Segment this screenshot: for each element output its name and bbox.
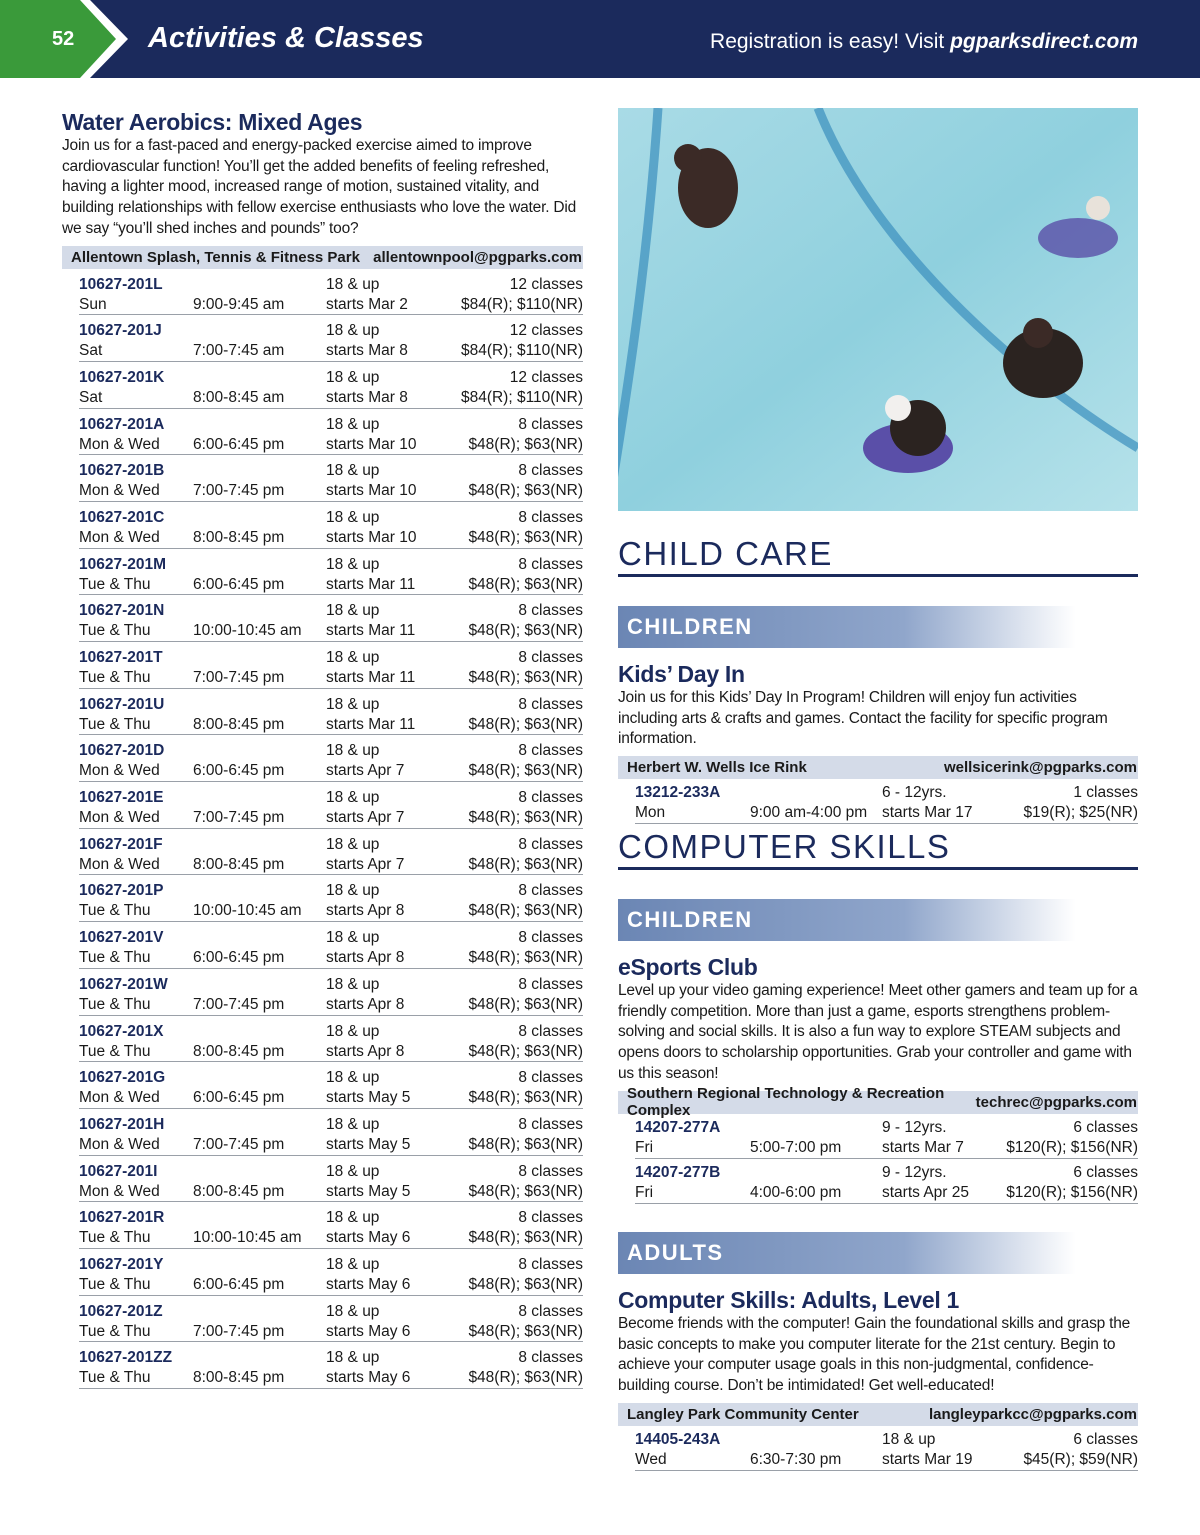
location-bar (618, 1403, 1138, 1426)
start-date: starts Mar 17 (882, 804, 973, 822)
class-code: 10627-201I (79, 1162, 158, 1180)
class-fee: $84(R); $110(NR) (460, 342, 583, 360)
table-row (79, 1202, 583, 1249)
class-fee: $84(R); $110(NR) (460, 388, 583, 406)
class-days: Mon & Wed (79, 855, 160, 873)
age-range: 18 & up (326, 695, 380, 713)
page-number: 52 (52, 28, 75, 50)
class-fee: $120(R); $156(NR) (1006, 1138, 1138, 1156)
class-fee: $48(R); $63(NR) (468, 902, 583, 920)
class-code: 10627-201J (79, 322, 162, 340)
start-date: starts Apr 8 (326, 995, 405, 1013)
start-date: starts Mar 11 (326, 575, 416, 593)
computer-skills-title: COMPUTER SKILLS (618, 829, 1138, 870)
class-days: Tue & Thu (79, 1229, 151, 1247)
table-row (79, 782, 583, 829)
class-fee: $48(R); $63(NR) (468, 1182, 583, 1200)
class-time: 9:00 am-4:00 pm (750, 804, 868, 822)
class-time: 8:00-8:45 pm (193, 855, 285, 873)
class-schedule-table (635, 1114, 1138, 1204)
class-days: Mon & Wed (79, 482, 160, 500)
class-time: 7:00-7:45 pm (193, 669, 285, 687)
class-code: 10627-201B (79, 462, 165, 480)
class-fee: $48(R); $63(NR) (468, 622, 583, 640)
table-row (79, 1156, 583, 1203)
age-range: 18 & up (326, 415, 380, 433)
start-date: starts May 5 (326, 1089, 411, 1107)
class-code: 10627-201K (79, 368, 165, 386)
class-time: 8:00-8:45 pm (193, 528, 285, 546)
class-count: 8 classes (518, 462, 583, 480)
start-date: starts Mar 19 (882, 1450, 973, 1468)
class-count: 8 classes (518, 1115, 583, 1133)
class-fee: $48(R); $63(NR) (468, 1089, 583, 1107)
age-range: 18 & up (326, 275, 380, 293)
class-count: 12 classes (509, 275, 583, 293)
location-bar (62, 246, 583, 269)
class-count: 8 classes (518, 695, 583, 713)
age-range: 18 & up (326, 975, 380, 993)
class-code: 10627-201W (79, 975, 168, 993)
start-date: starts May 6 (326, 1229, 411, 1247)
adults-band: ADULTS (618, 1232, 1138, 1274)
class-time: 7:00-7:45 pm (193, 1322, 285, 1340)
age-range: 18 & up (326, 368, 380, 386)
child-care-title: CHILD CARE (618, 536, 1138, 577)
class-code: 10627-201T (79, 649, 163, 667)
start-date: starts Apr 25 (882, 1183, 970, 1201)
class-days: Mon & Wed (79, 809, 160, 827)
class-count: 8 classes (518, 555, 583, 573)
table-row (635, 779, 1138, 824)
program-title: Water Aerobics: Mixed Ages (62, 109, 363, 135)
table-row (79, 1109, 583, 1156)
program-description: Join us for this Kids’ Day In Program! Children will enjoy fun activities including arts & crafts and games. Contact the facility for specific program information. (618, 689, 1108, 748)
location-email[interactable]: wellsicerink@pgparks.com (943, 759, 1137, 777)
class-time: 6:00-6:45 pm (193, 435, 285, 453)
start-date: starts May 6 (326, 1369, 411, 1387)
class-fee: $48(R); $63(NR) (468, 1042, 583, 1060)
table-row (79, 1062, 583, 1109)
children-band: CHILDREN (618, 606, 1138, 648)
class-days: Mon (635, 804, 666, 822)
age-range: 18 & up (326, 882, 380, 900)
class-days: Tue & Thu (79, 575, 151, 593)
page-header (0, 0, 1200, 78)
class-count: 8 classes (518, 1349, 583, 1367)
age-range: 18 & up (326, 835, 380, 853)
age-range: 18 & up (326, 602, 380, 620)
class-code: 10627-201M (79, 555, 167, 573)
class-code: 10627-201ZZ (79, 1349, 173, 1367)
class-days: Mon & Wed (79, 1182, 160, 1200)
class-code: 10627-201C (79, 508, 165, 526)
class-fee: $48(R); $63(NR) (468, 1275, 583, 1293)
right-column (618, 108, 1138, 1468)
class-code: 10627-201U (79, 695, 165, 713)
class-time: 7:00-7:45 pm (193, 482, 285, 500)
class-fee: $120(R); $156(NR) (1006, 1183, 1138, 1201)
registration-note (710, 30, 1138, 54)
table-row (79, 595, 583, 642)
table-row (79, 315, 583, 362)
class-time: 7:00-7:45 pm (193, 995, 285, 1013)
class-time: 8:00-8:45 pm (193, 1182, 285, 1200)
water-aerobics-section (62, 108, 583, 1389)
class-time: 9:00-9:45 am (193, 295, 285, 313)
class-days: Tue & Thu (79, 1042, 151, 1060)
class-count: 1 classes (1073, 784, 1138, 802)
class-time: 8:00-8:45 am (193, 388, 285, 406)
class-count: 8 classes (518, 789, 583, 807)
start-date: starts Apr 8 (326, 949, 405, 967)
class-schedule-table (635, 779, 1138, 824)
start-date: starts Mar 10 (326, 528, 417, 546)
class-fee: $48(R); $63(NR) (468, 715, 583, 733)
class-fee: $48(R); $63(NR) (468, 435, 583, 453)
program-description: Join us for a fast-paced and energy-packed exercise aimed to improve cardiovascular function! You’ll get the added benefits of feeling refreshed, having a lighter mood, increased range of motion, sustained vitality, and building relationships with fellow exercise enthusiasts who love the water. Did we say “you’ll shed inches and pounds” too? (62, 137, 577, 237)
kids-day-in-section (618, 660, 1138, 824)
age-range: 18 & up (326, 462, 380, 480)
class-code: 10627-201L (79, 275, 163, 293)
class-code: 10627-201A (79, 415, 165, 433)
start-date: starts Mar 11 (326, 715, 416, 733)
table-row (79, 969, 583, 1016)
class-count: 8 classes (518, 1069, 583, 1087)
class-days: Mon & Wed (79, 762, 160, 780)
table-row (79, 409, 583, 456)
class-count: 8 classes (518, 649, 583, 667)
age-range: 18 & up (326, 508, 380, 526)
class-fee: $48(R); $63(NR) (468, 1135, 583, 1153)
start-date: starts Mar 2 (326, 295, 408, 313)
start-date: starts Mar 7 (882, 1138, 964, 1156)
class-code: 10627-201Z (79, 1302, 163, 1320)
class-time: 8:00-8:45 pm (193, 715, 285, 733)
class-count: 8 classes (518, 415, 583, 433)
table-row (79, 455, 583, 502)
class-time: 8:00-8:45 pm (193, 1369, 285, 1387)
class-time: 5:00-7:00 pm (750, 1138, 842, 1156)
table-row (79, 1296, 583, 1343)
class-fee: $48(R); $63(NR) (468, 669, 583, 687)
class-fee: $48(R); $63(NR) (468, 995, 583, 1013)
location-email[interactable]: allentownpool@pgparks.com (373, 248, 582, 266)
start-date: starts Apr 7 (326, 809, 405, 827)
location-name: Allentown Splash, Tennis & Fitness Park (71, 248, 360, 266)
class-code: 14405-243A (635, 1430, 721, 1448)
start-date: starts May 5 (326, 1135, 411, 1153)
class-count: 8 classes (518, 1302, 583, 1320)
table-row (635, 1426, 1138, 1471)
pool-photo (618, 108, 1138, 511)
age-range: 18 & up (326, 322, 380, 340)
start-date: starts Apr 7 (326, 855, 405, 873)
age-range: 18 & up (326, 1022, 380, 1040)
class-time: 6:00-6:45 pm (193, 575, 285, 593)
class-code: 14207-277B (635, 1163, 721, 1181)
age-range: 6 - 12yrs. (882, 784, 947, 802)
start-date: starts May 6 (326, 1322, 411, 1340)
computer-skills-heading (618, 829, 1138, 870)
start-date: starts Mar 10 (326, 482, 417, 500)
class-days: Tue & Thu (79, 1275, 151, 1293)
class-days: Tue & Thu (79, 995, 151, 1013)
age-range: 18 & up (326, 1115, 380, 1133)
table-row (79, 269, 583, 316)
table-row (79, 922, 583, 969)
table-row (79, 735, 583, 782)
start-date: starts May 5 (326, 1182, 411, 1200)
class-time: 6:00-6:45 pm (193, 949, 285, 967)
location-email[interactable]: langleyparkcc@pgparks.com (928, 1405, 1137, 1423)
class-time: 6:00-6:45 pm (193, 1275, 285, 1293)
class-days: Sat (79, 388, 103, 406)
class-time: 4:00-6:00 pm (750, 1183, 842, 1201)
class-time: 7:00-7:45 pm (193, 1135, 285, 1153)
age-range: 18 & up (326, 1255, 380, 1273)
table-row (635, 1114, 1138, 1159)
table-row (79, 362, 583, 409)
age-range: 18 & up (326, 1209, 380, 1227)
location-name: Langley Park Community Center (627, 1405, 859, 1423)
class-code: 10627-201N (79, 602, 165, 620)
class-fee: $48(R); $63(NR) (468, 1322, 583, 1340)
age-range: 9 - 12yrs. (882, 1163, 947, 1181)
start-date: starts Apr 8 (326, 1042, 405, 1060)
class-time: 7:00-7:45 pm (193, 809, 285, 827)
class-code: 10627-201Y (79, 1255, 164, 1273)
class-fee: $48(R); $63(NR) (468, 949, 583, 967)
class-days: Sat (79, 342, 103, 360)
section-title: Activities & Classes (148, 22, 424, 54)
table-row (79, 502, 583, 549)
class-days: Fri (635, 1183, 654, 1201)
class-time: 10:00-10:45 am (193, 622, 302, 640)
class-code: 10627-201E (79, 789, 164, 807)
class-days: Tue & Thu (79, 902, 151, 920)
location-bar (618, 1085, 1138, 1120)
class-fee: $48(R); $63(NR) (468, 482, 583, 500)
class-fee: $48(R); $63(NR) (468, 1229, 583, 1247)
table-row (79, 1249, 583, 1296)
registration-link[interactable]: pgparksdirect.com (950, 30, 1138, 53)
class-code: 10627-201X (79, 1022, 164, 1040)
esports-section (618, 953, 1138, 1204)
start-date: starts May 6 (326, 1275, 411, 1293)
age-range: 18 & up (326, 1302, 380, 1320)
class-days: Tue & Thu (79, 669, 151, 687)
class-count: 6 classes (1073, 1163, 1138, 1181)
class-count: 8 classes (518, 835, 583, 853)
age-range: 9 - 12yrs. (882, 1118, 947, 1136)
age-range: 18 & up (326, 929, 380, 947)
class-count: 8 classes (518, 1255, 583, 1273)
class-count: 8 classes (518, 929, 583, 947)
age-range: 18 & up (326, 742, 380, 760)
class-code: 10627-201H (79, 1115, 165, 1133)
class-count: 12 classes (509, 368, 583, 386)
computer-skills-adults-section (618, 1286, 1138, 1471)
registration-prefix: Registration is easy! Visit (710, 30, 945, 53)
start-date: starts Mar 8 (326, 342, 408, 360)
class-days: Wed (635, 1450, 667, 1468)
children-band: CHILDREN (618, 899, 1138, 941)
class-time: 10:00-10:45 am (193, 902, 302, 920)
class-fee: $45(R); $59(NR) (1023, 1450, 1138, 1468)
table-row (79, 1342, 583, 1389)
child-care-heading (618, 536, 1138, 577)
class-count: 6 classes (1073, 1430, 1138, 1448)
class-fee: $48(R); $63(NR) (468, 575, 583, 593)
start-date: starts Mar 11 (326, 669, 416, 687)
start-date: starts Mar 8 (326, 388, 408, 406)
class-days: Mon & Wed (79, 1135, 160, 1153)
class-fee: $48(R); $63(NR) (468, 1369, 583, 1387)
table-row (79, 1016, 583, 1063)
class-days: Tue & Thu (79, 1369, 151, 1387)
location-name: Southern Regional Technology & Recreation Complex (627, 1085, 945, 1120)
class-code: 14207-277A (635, 1118, 721, 1136)
age-range: 18 & up (326, 555, 380, 573)
class-days: Tue & Thu (79, 949, 151, 967)
table-row (79, 875, 583, 922)
class-code: 10627-201P (79, 882, 164, 900)
class-fee: $48(R); $63(NR) (468, 762, 583, 780)
age-range: 18 & up (326, 1349, 380, 1367)
start-date: starts Apr 7 (326, 762, 405, 780)
program-title: eSports Club (618, 954, 758, 980)
class-time: 7:00-7:45 am (193, 342, 285, 360)
class-fee: $48(R); $63(NR) (468, 809, 583, 827)
table-row (79, 829, 583, 876)
class-count: 8 classes (518, 1022, 583, 1040)
class-days: Mon & Wed (79, 528, 160, 546)
class-days: Fri (635, 1138, 654, 1156)
class-count: 8 classes (518, 1162, 583, 1180)
age-range: 18 & up (326, 789, 380, 807)
age-range: 18 & up (882, 1430, 936, 1448)
table-row (79, 549, 583, 596)
class-schedule-table (635, 1426, 1138, 1471)
class-days: Tue & Thu (79, 715, 151, 733)
class-schedule-table (79, 269, 583, 1390)
class-fee: $84(R); $110(NR) (460, 295, 583, 313)
program-description: Become friends with the computer! Gain the foundational skills and grasp the basic concepts to make you computer literate for the 21st century. Begin to achieve your computer usage goals in this non-judgmental, confidence-building course. Don’t be intimidated! Get well-educated! (618, 1315, 1131, 1395)
class-count: 8 classes (518, 975, 583, 993)
class-code: 10627-201R (79, 1209, 165, 1227)
class-days: Tue & Thu (79, 622, 151, 640)
class-time: 10:00-10:45 am (193, 1229, 302, 1247)
class-fee: $19(R); $25(NR) (1023, 804, 1138, 822)
class-fee: $48(R); $63(NR) (468, 528, 583, 546)
table-row (635, 1159, 1138, 1204)
start-date: starts Mar 11 (326, 622, 416, 640)
class-code: 10627-201D (79, 742, 165, 760)
class-count: 8 classes (518, 742, 583, 760)
class-code: 10627-201V (79, 929, 164, 947)
program-description: Level up your video gaming experience! Meet other gamers and team up for a friendly competition. More than just a game, esports strengthens problem-solving and social skills. It is also a fun way to explore STEAM subjects and opens doors to scholarship opportunities. Grab your controller and game with us this season! (618, 982, 1138, 1082)
class-time: 6:30-7:30 pm (750, 1450, 842, 1468)
class-days: Mon & Wed (79, 1089, 160, 1107)
class-time: 6:00-6:45 pm (193, 762, 285, 780)
start-date: starts Mar 10 (326, 435, 417, 453)
class-fee: $48(R); $63(NR) (468, 855, 583, 873)
location-email[interactable]: techrec@pgparks.com (975, 1093, 1137, 1111)
class-days: Tue & Thu (79, 1322, 151, 1340)
program-title: Kids’ Day In (618, 661, 745, 687)
class-code: 13212-233A (635, 784, 721, 802)
program-title: Computer Skills: Adults, Level 1 (618, 1287, 960, 1313)
class-code: 10627-201F (79, 835, 163, 853)
class-count: 8 classes (518, 1209, 583, 1227)
age-range: 18 & up (326, 1069, 380, 1087)
start-date: starts Apr 8 (326, 902, 405, 920)
class-days: Sun (79, 295, 107, 313)
location-bar (618, 756, 1138, 779)
class-time: 6:00-6:45 pm (193, 1089, 285, 1107)
class-count: 8 classes (518, 508, 583, 526)
class-time: 8:00-8:45 pm (193, 1042, 285, 1060)
class-count: 8 classes (518, 882, 583, 900)
class-count: 12 classes (509, 322, 583, 340)
class-count: 8 classes (518, 602, 583, 620)
table-row (79, 689, 583, 736)
table-row (79, 642, 583, 689)
age-range: 18 & up (326, 649, 380, 667)
class-code: 10627-201G (79, 1069, 166, 1087)
class-days: Mon & Wed (79, 435, 160, 453)
location-name: Herbert W. Wells Ice Rink (627, 759, 807, 777)
age-range: 18 & up (326, 1162, 380, 1180)
class-count: 6 classes (1073, 1118, 1138, 1136)
